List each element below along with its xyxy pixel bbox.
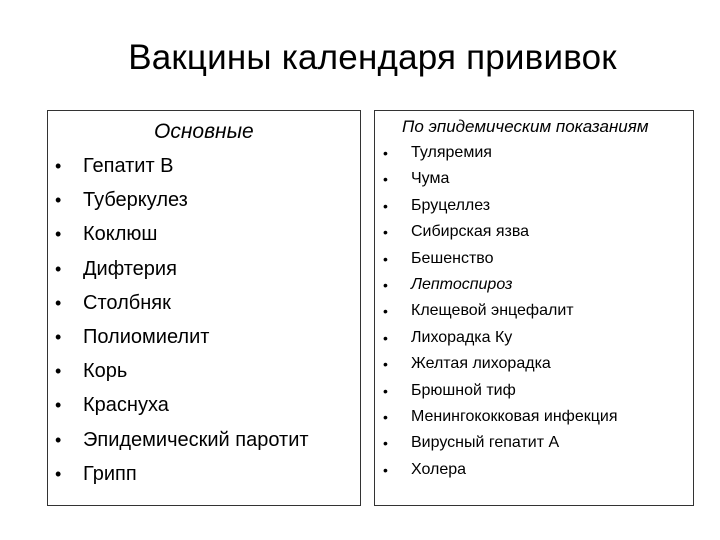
bullet-icon: • [383,197,388,214]
bullet-icon: • [383,276,388,293]
bullet-icon: • [383,145,388,161]
list-item-label: Клещевой энцефалит [411,302,574,320]
list-item-label: Лихорадка Ку [411,328,513,346]
list-item-label: Полиомиелит [83,325,210,348]
bullet-icon: • [383,250,388,267]
epidemic-vaccines-box [374,110,694,506]
routine-vaccines-heading: Основные [154,120,254,143]
bullet-icon: • [55,224,62,245]
bullet-icon: • [55,258,62,279]
list-item-label: Лептоспироз [411,275,513,293]
bullet-icon: • [383,356,388,373]
bullet-icon: • [383,329,388,346]
bullet-icon: • [55,190,62,211]
list-item-label: Столбняк [83,291,171,314]
list-item-label: Грипп [83,462,137,485]
bullet-icon: • [383,408,388,425]
bullet-icon: • [383,303,388,320]
list-item-label: Туляремия [411,144,492,161]
list-item-label: Дифтерия [83,257,177,280]
list-item-label: Холера [411,460,467,478]
bullet-icon: • [55,361,62,382]
bullet-icon: • [55,292,62,313]
list-item-label: Чума [411,170,450,188]
list-item-label: Туберкулез [83,189,188,212]
routine-vaccines-box [47,110,361,506]
list-item-label: Бешенство [411,249,494,267]
list-item-label: Гепатит В [83,155,174,177]
bullet-icon: • [383,382,388,399]
list-item-label: Коклюш [83,223,158,246]
bullet-icon: • [55,326,62,347]
bullet-icon: • [55,395,62,416]
bullet-icon: • [383,435,388,452]
epidemic-vaccines-heading: По эпидемическим показаниям [402,117,649,136]
bullet-icon: • [383,171,388,188]
list-item-label: Краснуха [83,394,169,417]
list-item-label: Бруцеллез [411,196,491,214]
bullet-icon: • [383,461,388,478]
bullet-icon: • [55,429,62,450]
bullet-icon: • [383,224,388,241]
list-item-label: Корь [83,360,128,383]
slide-title: Вакцины календаря прививок [128,38,617,77]
list-item-label: Эпидемический паротит [83,428,309,451]
list-item-label: Сибирская язва [411,223,530,241]
bullet-icon: • [55,156,62,176]
list-item-label: Брюшной тиф [411,381,516,399]
list-item-label: Вирусный гепатит А [411,434,560,452]
bullet-icon: • [55,463,62,484]
list-item-label: Менингококковая инфекция [411,407,618,425]
list-item-label: Желтая лихорадка [411,355,551,373]
